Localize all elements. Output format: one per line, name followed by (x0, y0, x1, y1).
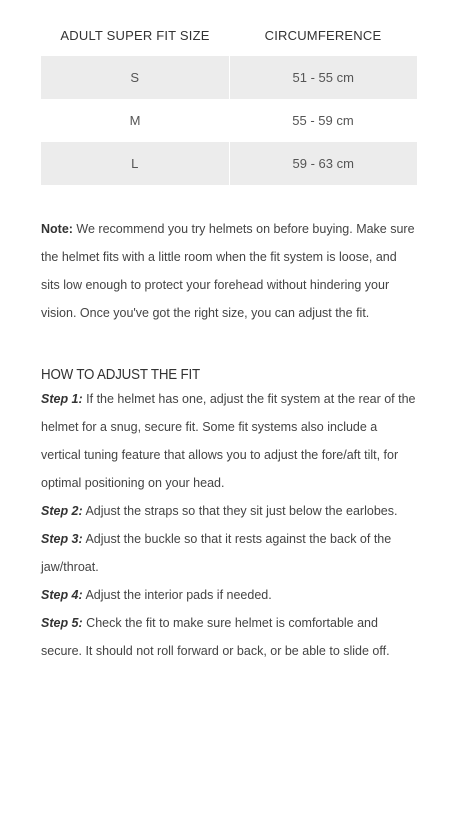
circumference-cell: 59 - 63 cm (229, 142, 417, 185)
step-text: Adjust the interior pads if needed. (82, 588, 272, 602)
size-cell: M (129, 113, 141, 128)
table-row (41, 142, 417, 185)
step-text: If the helmet has one, adjust the fit system at the rear of the helmet for a snug, secure fit. Some fit systems also include a vertical tuning feature that allows you to adjust the fore/aft tilt, for optimal positioning on your head. (41, 392, 416, 490)
fit-guide (41, 14, 417, 665)
circumference-cell: 51 - 55 cm (229, 56, 417, 99)
circumference-cell: 55 - 59 cm (292, 113, 354, 128)
note-label: Note: (41, 222, 73, 236)
step-3 (41, 525, 417, 581)
size-cell: L (41, 142, 229, 185)
step-4 (41, 581, 417, 609)
size-chart-table (41, 14, 417, 185)
column-header-circumference: CIRCUMFERENCE (264, 27, 382, 43)
column-header-size: ADULT SUPER FIT SIZE (60, 27, 210, 43)
table-row (41, 56, 417, 99)
step-text: Check the fit to make sure helmet is comfortable and secure. It should not roll forward or back, or be able to slide off. (41, 616, 390, 658)
step-5 (41, 609, 417, 665)
step-text: Adjust the buckle so that it rests against the back of the jaw/throat. (41, 532, 392, 574)
step-text: Adjust the straps so that they sit just below the earlobes. (82, 504, 398, 518)
fit-note (41, 215, 417, 327)
step-label: Step 2: (41, 504, 83, 518)
adjust-fit-heading: HOW TO ADJUST THE FIT (41, 367, 200, 383)
step-label: Step 1: (41, 392, 83, 406)
step-1 (41, 385, 417, 497)
size-cell: S (41, 56, 229, 99)
step-2 (41, 497, 417, 525)
note-text: We recommend you try helmets on before buying. Make sure the helmet fits with a little room when the fit system is loose, and sits low enough to protect your forehead without hindering your vision. Once you've got the right size, you can adjust the fit. (41, 222, 415, 320)
step-label: Step 4: (41, 588, 83, 602)
size-chart-header-row (41, 14, 417, 56)
step-label: Step 5: (41, 616, 83, 630)
step-label: Step 3: (41, 532, 83, 546)
table-row (41, 99, 417, 142)
